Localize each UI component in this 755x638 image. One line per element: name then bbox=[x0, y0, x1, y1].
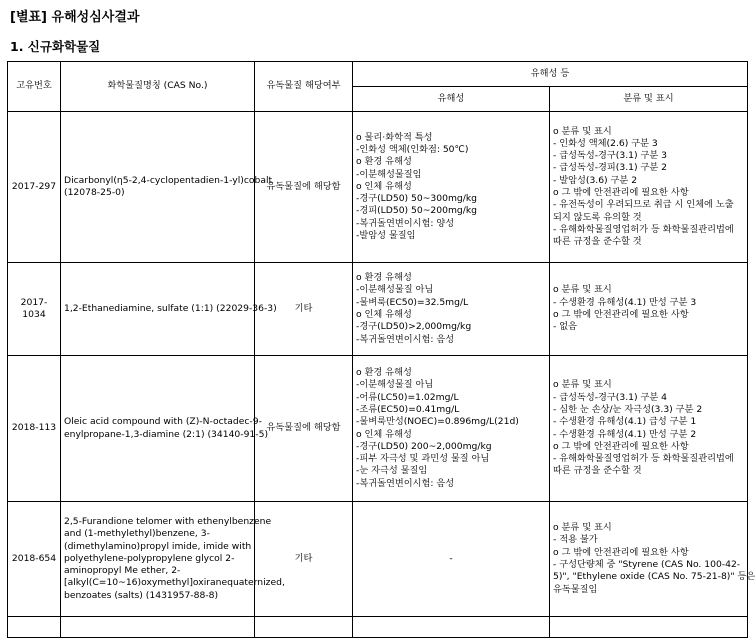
row-classification-line: - 심한 눈 손상/눈 자극성(3.3) 구분 2 bbox=[553, 403, 703, 415]
row-hazard-line: o 인체 유해성 bbox=[356, 180, 412, 192]
table-row bbox=[8, 112, 748, 263]
row-classification-line: 따른 규정을 준수할 것 bbox=[553, 465, 642, 477]
row-hazard-line: -물벼룩만성(NOEC)=0.896mg/L(21d) bbox=[356, 416, 519, 428]
row-classification-line: - 급성독성-경피(3.1) 구분 2 bbox=[553, 162, 668, 174]
row-chemical-name-line: polyethylene-polypropylene glycol 2- bbox=[64, 552, 235, 564]
row-classification-line: 되지 않도록 유의할 것 bbox=[553, 211, 642, 223]
row-hazard-line: o 환경 유해성 bbox=[356, 156, 412, 168]
row-hazard-line: o 물리·화학적 특성 bbox=[356, 131, 433, 143]
row-hazard-line: -경피(LD50) 50~200mg/kg bbox=[356, 205, 477, 217]
empty-cell bbox=[61, 617, 255, 638]
row-chemical-name bbox=[61, 112, 273, 263]
row-classification-line: - 수생환경 유해성(4.1) 만성 구분 2 bbox=[553, 428, 697, 440]
row-toxic-status: 유독물질에 해당함 bbox=[255, 356, 353, 502]
row-classification-line: - 발암성(3.6) 구분 2 bbox=[553, 174, 638, 186]
row-chemical-name-line: and (1-methylethyl)benzene, 3- bbox=[64, 528, 210, 540]
results-table bbox=[7, 61, 755, 638]
row-hazard bbox=[353, 263, 550, 356]
row-classification-line: 유독물질임 bbox=[553, 583, 598, 595]
header-hazard-group: 유해성 등 bbox=[353, 62, 748, 87]
row-chemical-name-line: (12078-25-0) bbox=[64, 187, 125, 198]
row-hazard bbox=[353, 356, 550, 502]
row-classification-line: o 분류 및 표시 bbox=[553, 522, 612, 534]
header-toxic: 유독물질 해당여부 bbox=[255, 62, 353, 112]
row-hazard-line: -인화성 액체(인화점: 50℃) bbox=[356, 143, 469, 155]
row-hazard-line: -복귀돌연변이시험: 양성 bbox=[356, 217, 455, 229]
row-hazard-line: o 인체 유해성 bbox=[356, 309, 412, 320]
row-chemical-name bbox=[61, 263, 277, 356]
section-title: 1. 신규화학물질 bbox=[10, 39, 101, 54]
empty-cell bbox=[550, 617, 748, 638]
row-hazard-line: o 환경 유해성 bbox=[356, 367, 412, 379]
row-hazard-line: -경구(LD50)>2,000mg/kg bbox=[356, 321, 472, 333]
row-chemical-name-line: Dicarbonyl(η5-2,4-cyclopentadien-1-yl)cobalt bbox=[64, 174, 273, 186]
row-classification-line: - 없음 bbox=[553, 321, 577, 333]
row-hazard-line: -피부 자극성 및 과민성 물질 아님 bbox=[356, 453, 490, 465]
row-hazard-line: -조류(EC50)=0.41mg/L bbox=[356, 403, 460, 415]
row-classification-line: - 급성독성-경구(3.1) 구분 3 bbox=[553, 150, 668, 162]
row-hazard-line: -물벼룩(EC50)=32.5mg/L bbox=[356, 296, 469, 308]
row-hazard-line: o 환경 유해성 bbox=[356, 272, 412, 284]
table-row-partial bbox=[8, 617, 748, 638]
row-classification-line: o 그 밖에 안전관리에 필요한 사항 bbox=[553, 546, 689, 558]
row-chemical-name-line: Oleic acid compound with (Z)-N-octadec-9- bbox=[64, 416, 262, 428]
row-hazard: - bbox=[353, 502, 550, 617]
row-hazard-line: -이분해성물질 아님 bbox=[356, 379, 434, 391]
row-classification-line: o 분류 및 표시 bbox=[553, 284, 612, 296]
empty-cell bbox=[255, 617, 353, 638]
table-row bbox=[8, 356, 748, 502]
row-hazard-line: -경구(LD50) 50~300mg/kg bbox=[356, 193, 477, 205]
row-toxic-status: 유독물질에 해당함 bbox=[255, 112, 353, 263]
row-hazard-line: -복귀돌연변이시험: 음성 bbox=[356, 333, 455, 345]
row-chemical-name-line: 2,5-Furandione telomer with ethenylbenzene bbox=[64, 515, 272, 527]
table-row bbox=[8, 263, 748, 356]
row-classification-line: - 유해화학물질영업허가 등 화학물질관리법에 bbox=[553, 223, 734, 235]
row-hazard-line: -이분해성물질임 bbox=[356, 168, 422, 180]
row-toxic-status: 기타 bbox=[255, 502, 353, 617]
row-id: 2018-654 bbox=[8, 502, 61, 617]
row-chemical-name-line: [alkyl(C=10~16)oxymethyl]oxiranequaternized, bbox=[64, 577, 285, 589]
row-id: 2018-113 bbox=[8, 356, 61, 502]
row-chemical-name-line: benzoates (salts) (1431957-88-8) bbox=[64, 589, 219, 601]
table-row bbox=[8, 502, 748, 617]
row-toxic-status: 기타 bbox=[255, 263, 353, 356]
row-chemical-name-line: (dimethylamino)propyl imide, imide with bbox=[64, 540, 252, 552]
row-hazard-line: -복귀돌연변이시험: 음성 bbox=[356, 477, 455, 489]
row-classification-line: - 급성독성-경구(3.1) 구분 4 bbox=[553, 391, 668, 403]
row-classification-line: - 적용 불가 bbox=[553, 534, 598, 546]
row-chemical-name bbox=[61, 356, 269, 502]
row-classification-line: - 수생환경 유해성(4.1) 급성 구분 1 bbox=[553, 416, 697, 428]
row-classification bbox=[550, 356, 748, 502]
document-title: [별표] 유해성심사결과 bbox=[10, 10, 140, 25]
row-classification-line: - 구성단량체 중 "Styrene (CAS No. 100-42- bbox=[553, 559, 741, 570]
row-hazard-line: o 인체 유해성 bbox=[356, 428, 412, 440]
row-classification-line: o 분류 및 표시 bbox=[553, 125, 612, 137]
row-classification-line: - 인화성 액체(2.6) 구분 3 bbox=[553, 137, 658, 149]
row-classification bbox=[550, 502, 755, 617]
header-hazard: 유해성 bbox=[353, 87, 550, 112]
row-classification bbox=[550, 263, 748, 356]
row-hazard-line: -어류(LC50)=1.02mg/L bbox=[356, 391, 459, 403]
row-classification-line: 따른 규정을 준수할 것 bbox=[553, 236, 642, 248]
header-name: 화학물질명칭 (CAS No.) bbox=[61, 62, 255, 112]
row-chemical-name-line: aminopropyl Me ether, 2- bbox=[64, 565, 181, 577]
empty-cell bbox=[8, 617, 61, 638]
row-classification bbox=[550, 112, 748, 263]
header-classification: 분류 및 표시 bbox=[550, 87, 748, 112]
row-hazard-line: -눈 자극성 물질임 bbox=[356, 465, 428, 477]
row-classification-line: o 그 밖에 안전관리에 필요한 사항 bbox=[553, 187, 689, 198]
row-id: 2017-1034 bbox=[8, 263, 61, 356]
row-classification-line: o 분류 및 표시 bbox=[553, 379, 612, 391]
row-hazard-line: -이분해성물질 아님 bbox=[356, 284, 434, 296]
row-id: 2017-297 bbox=[8, 112, 61, 263]
row-classification-line: - 유해화학물질영업허가 등 화학물질관리법에 bbox=[553, 453, 734, 465]
row-classification-line: o 그 밖에 안전관리에 필요한 사항 bbox=[553, 440, 689, 452]
header-id: 고유번호 bbox=[8, 62, 61, 112]
row-classification-line: - 수생환경 유해성(4.1) 만성 구분 3 bbox=[553, 296, 697, 308]
row-hazard-line: -경구(LD50) 200~2,000mg/kg bbox=[356, 440, 492, 452]
empty-cell bbox=[353, 617, 550, 638]
row-hazard bbox=[353, 112, 550, 263]
row-chemical-name bbox=[61, 502, 285, 617]
row-classification-line: 5)", "Ethylene oxide (CAS No. 75-21-8)" 등은 bbox=[553, 571, 755, 583]
row-classification-line: o 그 밖에 안전관리에 필요한 사항 bbox=[553, 309, 689, 320]
row-chemical-name-line: 1,2-Ethanediamine, sulfate (1:1) (22029-36-3) bbox=[64, 302, 277, 314]
row-hazard-line: -발암성 물질임 bbox=[356, 230, 416, 242]
row-classification-line: - 유전독성이 우려되므로 취급 시 인체에 노출 bbox=[553, 199, 734, 211]
row-chemical-name-line: enylpropane-1,3-diamine (2:1) (34140-91-5) bbox=[64, 428, 269, 440]
